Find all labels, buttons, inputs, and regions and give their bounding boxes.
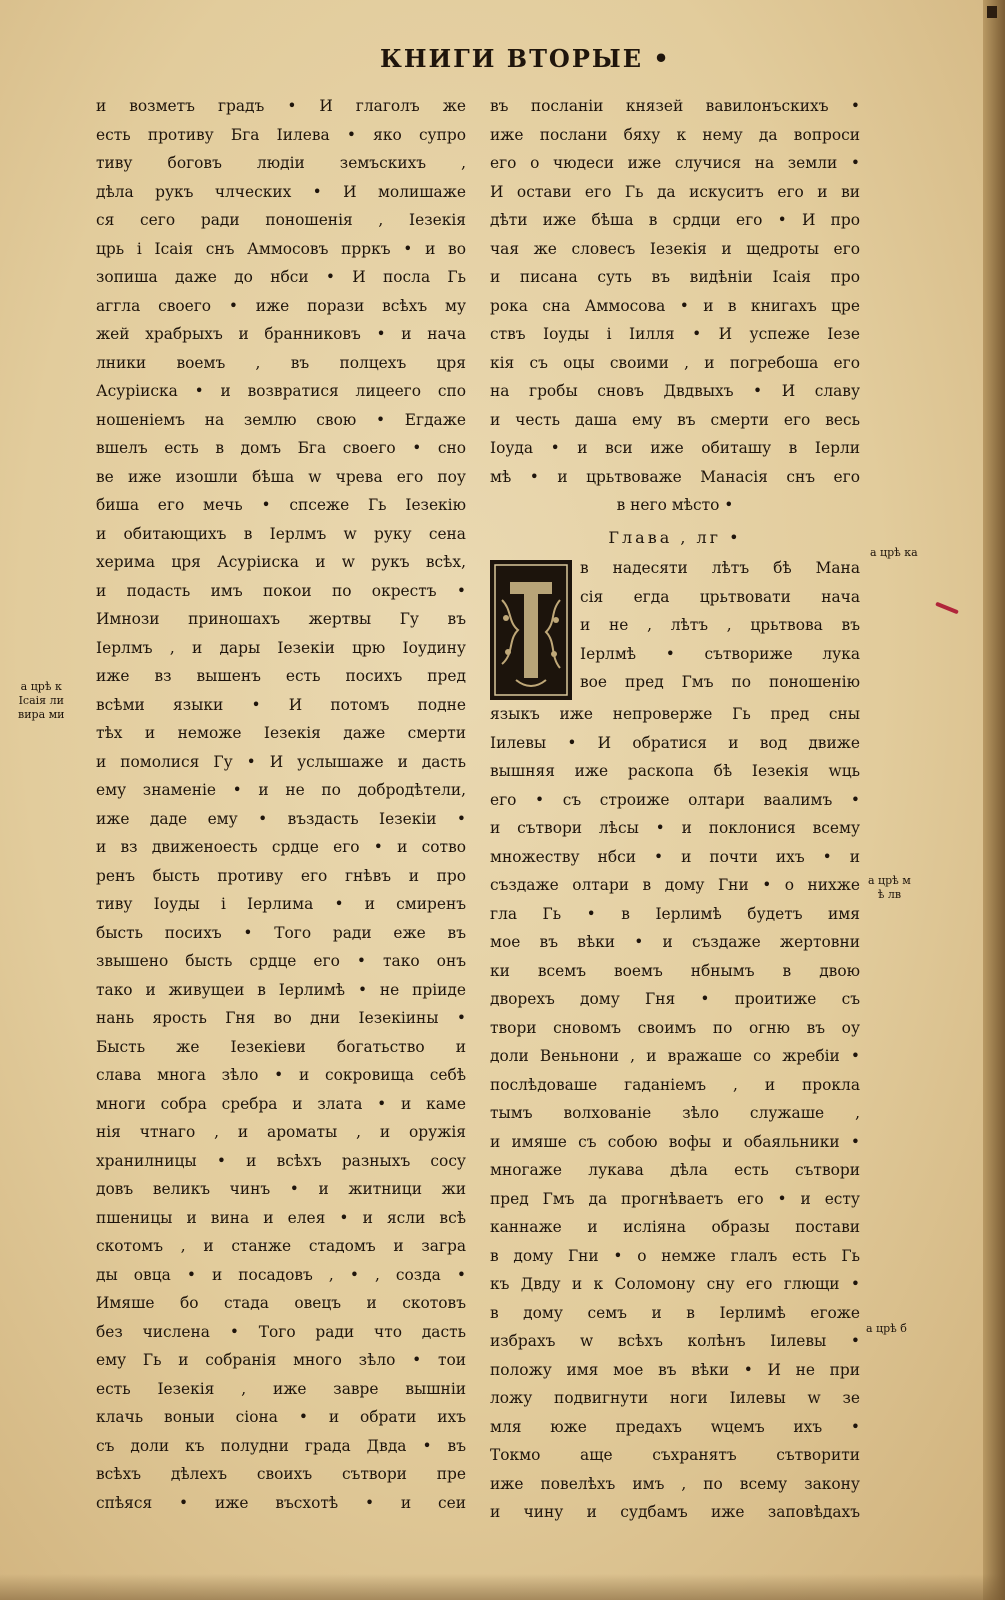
margin-note: а црѣ ка: [870, 546, 918, 559]
column-line: Iерлмъ , и дары Iезекiи црю Iоудину: [96, 638, 466, 657]
column-line: Бысть же Iезекiеви богатьство и: [96, 1037, 466, 1056]
page-edge-shadow: [983, 0, 1005, 1600]
column-line: вое пред Гмъ по поношенiю: [580, 673, 860, 691]
column-line: иже даде ему • въздасть Iезекiи •: [96, 809, 466, 828]
column-line: тѣх и неможе Iезекiя даже смерти: [96, 724, 466, 742]
column-line: языкъ иже непровержe Гь пред сны: [490, 705, 860, 723]
column-line: без числена • Того ради что дасть: [96, 1322, 466, 1341]
column-line: всѣхъ дѣлехъ своихъ сътвори пре: [96, 1465, 466, 1483]
column-line: хранилницы • и всѣхъ разныхъ сосу: [96, 1151, 466, 1170]
column-line: и вз движеноесть срдце его • и сотво: [96, 838, 466, 856]
column-line: Асурiиска • и возвратися лицеего спо: [96, 382, 466, 400]
column-line: клачь воныи сiона • и обрати ихъ: [96, 1408, 466, 1426]
column-line: на гробы сновъ Двдвыхъ • И славу: [490, 382, 860, 400]
column-line: нiя чтнаго , и ароматы , и оружiя: [96, 1123, 466, 1141]
running-title: КНИГИ ВТОРЫЕ •: [380, 44, 671, 73]
right-text-column: [490, 92, 860, 1527]
column-line: мля юже предахъ wцемъ ихъ •: [490, 1417, 860, 1436]
column-line: в дому Гни • о немже глалъ есть Гь: [490, 1246, 860, 1265]
column-line: доли Веньнони , и вражаше со жребiи •: [490, 1047, 860, 1065]
column-line: гла Гь • в Iерлимѣ будетъ имя: [490, 904, 860, 923]
column-line: тиву боговъ людiи земъскихъ ,: [96, 154, 466, 172]
page-bottom-shadow: [0, 1574, 1005, 1600]
column-line: дворехъ дому Гня • проитиже съ: [490, 990, 860, 1008]
column-line: мѣ • и црьтвоваже Манасiя снъ его: [490, 467, 860, 486]
column-line: спѣяся • иже въсхотѣ • и сеи: [96, 1493, 466, 1512]
column-line: и честь даша ему въ смерти его весь: [490, 410, 860, 429]
column-line: и подасть имъ покои по окрестъ •: [96, 581, 466, 600]
column-line: жей храбрыхъ и бранниковъ • и нача: [96, 325, 466, 343]
column-line: тымъ волхованiе зѣло служаше ,: [490, 1104, 860, 1122]
column-line: избрахъ w всѣхъ колѣнъ Iилевы •: [490, 1332, 860, 1350]
column-line: в него мѣсто •: [616, 496, 734, 514]
column-line: мое въ вѣки • и създаже жертовни: [490, 933, 860, 951]
column-line: и писана суть въ видѣнiи Iсаiя про: [490, 268, 860, 286]
chapter-opening: [490, 554, 860, 700]
column-line: слава многа зѣло • и сокровища себѣ: [96, 1066, 466, 1084]
column-line: ки всемъ воемъ нбнымъ в двою: [490, 961, 860, 980]
column-line: и помолися Гу • И услышаже и дасть: [96, 752, 466, 771]
column-line: Iоуда • и вси иже обиташу в Iерли: [490, 439, 860, 457]
margin-note: а црѣ б: [866, 1322, 907, 1335]
column-line: дѣла рукъ члческих • И молишаже: [96, 182, 466, 201]
column-line: чая же словесъ Iезекiя и щедроты его: [490, 239, 860, 258]
column-line: и не , лѣтъ , црьтвова въ: [580, 616, 860, 634]
column-line: каннаже и ислiяна образы постави: [490, 1218, 860, 1236]
column-line: Iилевы • И обратися и вод движе: [490, 733, 860, 752]
column-line: тако и живущеи в Iерлимѣ • не прiиде: [96, 980, 466, 999]
corner-mark: [987, 6, 997, 18]
column-line: ему Гь и собранiя много зѣло • тои: [96, 1351, 466, 1369]
column-line: его о чюдеси иже случися на земли •: [490, 154, 860, 172]
column-line: ренъ бысть противу его гнѣвъ и про: [96, 866, 466, 885]
column-line: Iерлмѣ • сътвориже лука: [580, 644, 860, 663]
column-line: иже послани бяху к нему да вопроси: [490, 125, 860, 144]
column-line: и обитающихъ в Iерлмъ w руку сена: [96, 524, 466, 543]
column-line: зопиша даже до нбси • И посла Гь: [96, 268, 466, 286]
column-line: послѣдоваше гаданiемъ , и проклa: [490, 1075, 860, 1094]
margin-note: а црѣ к Iсаiя ли вира ми: [18, 680, 65, 721]
column-line: положу имя мое въ вѣки • И не при: [490, 1360, 860, 1379]
column-line: пшеницы и вина и елея • и ясли всѣ: [96, 1208, 466, 1227]
column-line: твори сновомъ своимъ по огню въ оу: [490, 1018, 860, 1037]
column-line: ему знаменiе • и не по добродѣтели,: [96, 781, 466, 799]
column-line: вышняя иже раскопа бѣ Iезекiя wць: [490, 762, 860, 780]
column-line: его • съ строиже олтари ваалимъ •: [490, 790, 860, 809]
margin-note: а црѣ м ѣ лв: [868, 874, 911, 901]
column-line: есть Iезекiя , иже заврe вышнiи: [96, 1379, 466, 1398]
column-line: вшелъ есть в домъ Бга своего • сно: [96, 439, 466, 457]
column-line: биша его мечь • спсеже Гь Iезекiю: [96, 496, 466, 514]
column-line: кiя съ оцы своими , и погребоша его: [490, 353, 860, 372]
column-line: съ доли къ полудни града Двда • въ: [96, 1436, 466, 1455]
column-line: сiя егда црьтвовати нача: [580, 587, 860, 606]
column-line: ложу подвигнути ноги Iилевы w зе: [490, 1389, 860, 1407]
column-line: ды овца • и посадовъ , • , созда •: [96, 1265, 466, 1284]
column-line: къ Двду и к Соломону сну его глющи •: [490, 1275, 860, 1293]
column-line: ствъ Iоуды i Iилля • И успеже Iезе: [490, 325, 860, 343]
column-line: многи собра сребра и злата • и каме: [96, 1094, 466, 1113]
column-line: Имяше бо стада овецъ и скотовъ: [96, 1294, 466, 1312]
column-line: въ посланiи князей вавилонъскихъ •: [490, 97, 860, 115]
column-line: ве иже изошли бѣша w чрева его поу: [96, 467, 466, 486]
column-line: и имяше съ собою вофы и обаяльники •: [490, 1132, 860, 1151]
column-line: дѣти иже бѣша в срдци его • И про: [490, 211, 860, 229]
column-line: многаже лукава дѣла есть сътвори: [490, 1161, 860, 1179]
decorated-initial-letter-icon: [490, 560, 572, 700]
column-line: звышено бысть срдце его • тако онъ: [96, 952, 466, 970]
column-line: в надесяти лѣтъ бѣ Мана: [580, 559, 860, 577]
column-line: довъ великъ чинъ • и житници жи: [96, 1180, 466, 1198]
column-line: всѣми языки • И потомъ подне: [96, 695, 466, 714]
column-line: скотомъ , и станже стадомъ и загра: [96, 1237, 466, 1255]
column-line: иже повелѣхъ имъ , по всему закону: [490, 1474, 860, 1493]
column-line: Токмо аще съхранятъ сътворити: [490, 1446, 860, 1464]
column-line: иже вз вышенъ есть посихъ пред: [96, 667, 466, 685]
column-line: Имнози приношахъ жертвы Гу въ: [96, 610, 466, 628]
column-line: црь i Iсаiя снъ Аммосовъ прркъ • и во: [96, 239, 466, 258]
column-line: рока сна Аммосова • и в книгахъ цре: [490, 296, 860, 315]
column-line: множеству нбси • и почти ихъ • и: [490, 847, 860, 866]
column-line: лники воемъ , въ полцехъ цря: [96, 353, 466, 372]
column-line: в дому семъ и в Iерлимѣ егоже: [490, 1303, 860, 1322]
column-line: ся сего ради поношенiя , Iезекiя: [96, 211, 466, 229]
chapter-heading: Глaва , лг •: [608, 527, 742, 547]
column-line: и возметъ градъ • И глаголъ же: [96, 97, 466, 115]
column-line: херима цря Асурiиска и w рукъ всѣх,: [96, 553, 466, 571]
column-line: бысть посихъ • Того ради еже въ: [96, 923, 466, 942]
column-line: агглa своего • иже порази всѣхъ му: [96, 296, 466, 315]
column-line: есть противу Бга Iилева • яко супро: [96, 125, 466, 144]
column-line: създаже олтари в дому Гни • о нихже: [490, 876, 860, 894]
left-text-column: [96, 92, 466, 1517]
column-line: тиву Iоуды i Iерлима • и смиренъ: [96, 895, 466, 913]
column-line: пред Гмъ да прогнѣваетъ его • и есту: [490, 1189, 860, 1208]
column-line: И остави его Гь да искуситъ его и ви: [490, 182, 860, 201]
column-line: ношенiемъ на землю свою • Егдаже: [96, 410, 466, 429]
column-line: и сътвори лѣсы • и поклонися всему: [490, 819, 860, 837]
column-line: и чину и судбамъ иже заповѣдахъ: [490, 1503, 860, 1521]
red-ink-mark: [935, 602, 959, 615]
column-line: нань ярость Гня во дни Iезекiины •: [96, 1009, 466, 1027]
